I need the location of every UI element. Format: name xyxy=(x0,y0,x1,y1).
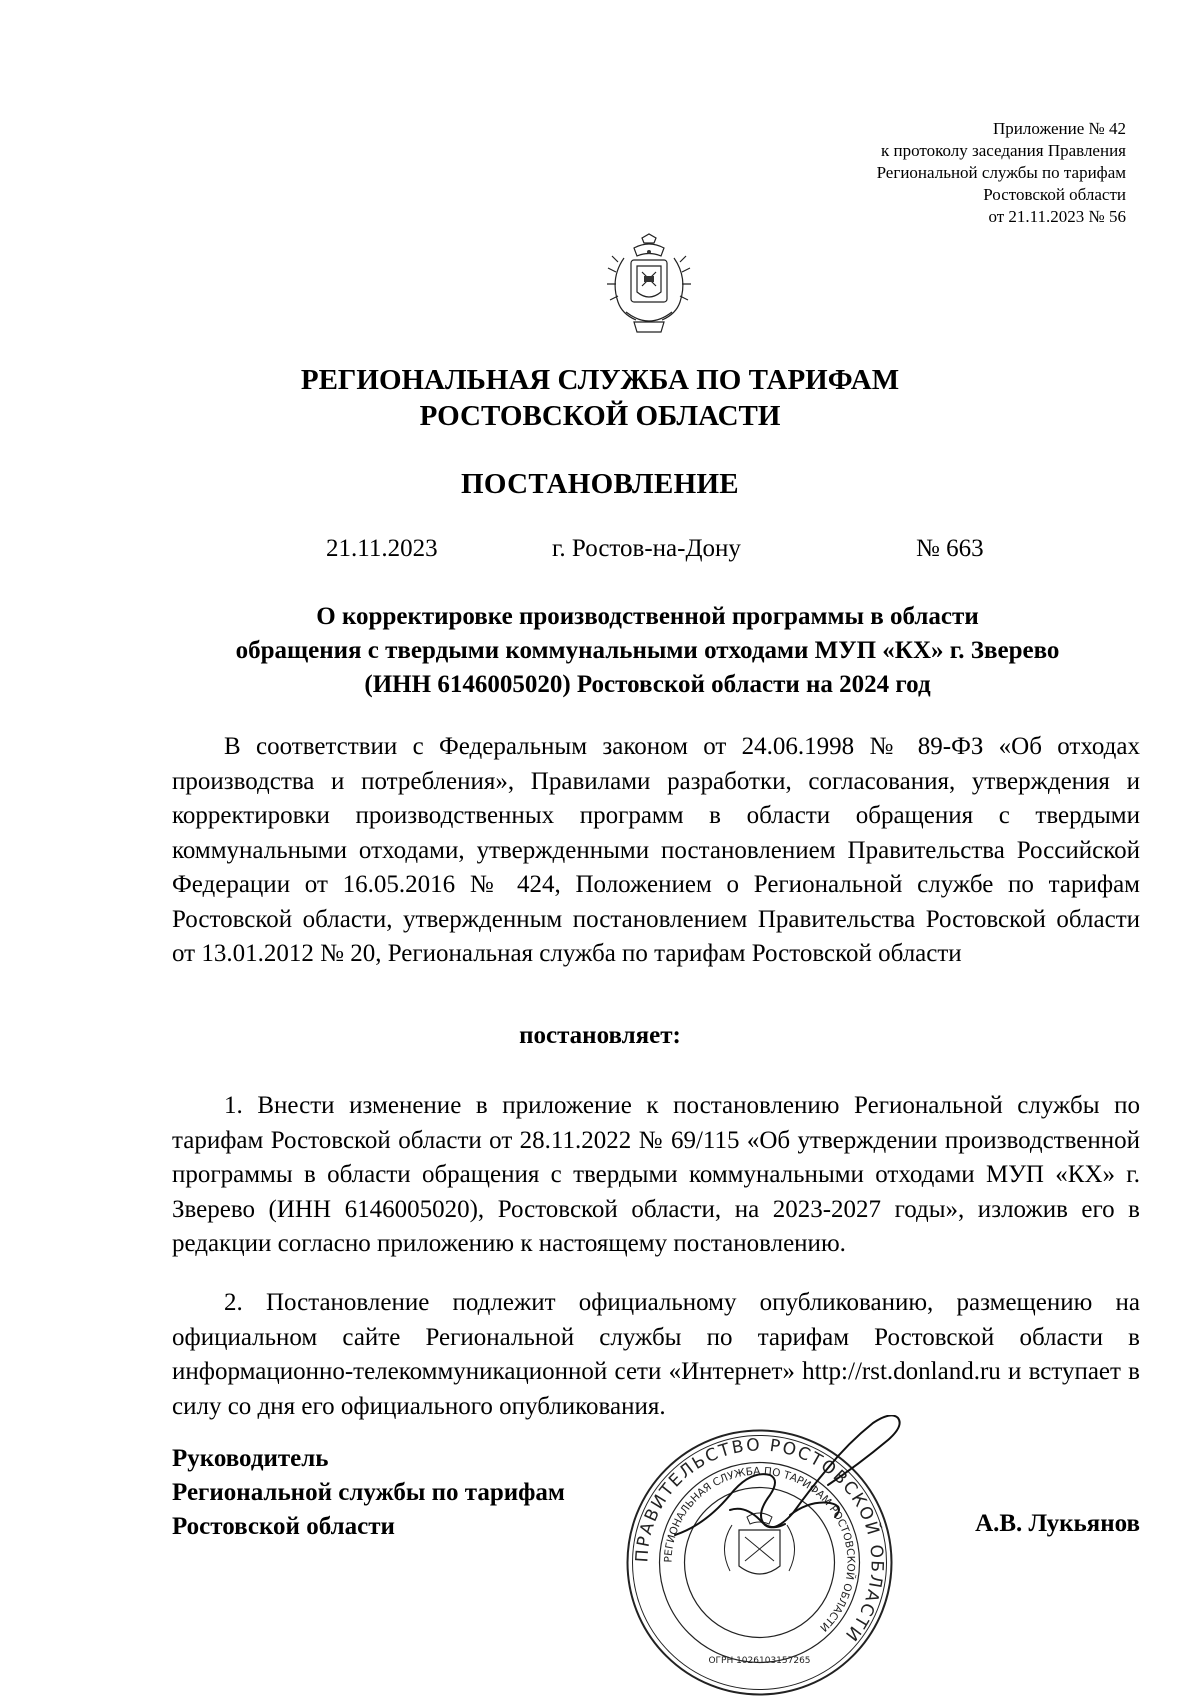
signature-title xyxy=(172,1442,565,1544)
document-subject xyxy=(160,600,1135,702)
handwritten-signature-icon xyxy=(640,1415,940,1565)
annex-region: Ростовской области xyxy=(983,185,1126,204)
document-city: г. Ростов-на-Дону xyxy=(552,535,741,562)
subject-line2: обращения с твердыми коммунальными отходами МУП «КХ» г. Зверево xyxy=(235,637,1060,664)
stamp-outer-text: ПРАВИТЕЛЬСТВО РОСТОВСКОЙ ОБЛАСТИ xyxy=(632,1435,887,1646)
decree-item-2: 2. Постановление подлежит официальному опубликованию, размещению на официальном сайте Региональной службы по тарифам Ростовской области в информационно-телекоммуникационной сети «Интернет» http://rst.donland.ru и вступает в силу со дня его официального опубликования. xyxy=(172,1289,1140,1420)
decree-item-1: 1. Внести изменение в приложение к постановлению Региональной службы по тарифам Ростовской области от 28.11.2022 № 69/115 «Об утверждении производственной программы в области обращения с твердыми коммунальными отходами МУП «КХ» г. Зверево (ИНН 6146005020), Ростовской области, на 2023-2027 годы», изложив его в редакции согласно приложению к настоящему постановлению. xyxy=(172,1092,1140,1257)
subject-line3: (ИНН 6146005020) Ростовской области на 2024 год xyxy=(364,671,931,698)
preamble-paragraph: В соответствии с Федеральным законом от 24.06.1998 № 89-ФЗ «Об отходах производства и потребления», Правилами разработки, согласования, утверждения и корректировки производственных программ в области обращения с твердыми коммунальными отходами, утвержденными постановлением Правительства Российской Федерации от 16.05.2016 № 424, Положением о Региональной службе по тарифам Ростовской области, утвержденным постановлением Правительства Ростовской области от 13.01.2012 № 20, Региональная служба по тарифам Ростовской области xyxy=(172,733,1140,967)
signature-position: Руководитель xyxy=(172,1445,329,1472)
stamp-ogrn: ОГРН 1026103157265 xyxy=(708,1656,811,1666)
subject-line1: О корректировке производственной программы в области xyxy=(316,603,979,630)
annex-number: Приложение № 42 xyxy=(993,119,1126,138)
stamp-inner-text: РЕГИОНАЛЬНАЯ СЛУЖБА ПО ТАРИФАМ РОСТОВСКОЙ ОБЛАСТИ xyxy=(662,1465,857,1634)
signature-region: Ростовской области xyxy=(172,1513,395,1540)
agency-title xyxy=(0,362,1200,434)
annex-date: от 21.11.2023 № 56 xyxy=(988,207,1126,226)
decree-heading: постановляет: xyxy=(519,1022,681,1049)
annex-block xyxy=(706,118,1126,228)
annex-protocol: к протоколу заседания Правления xyxy=(881,141,1126,160)
document-number: № 663 xyxy=(916,535,984,562)
signature-agency: Региональной службы по тарифам xyxy=(172,1479,565,1506)
signer-name: А.В. Лукьянов xyxy=(975,1510,1140,1537)
annex-agency: Региональной службы по тарифам xyxy=(876,163,1126,182)
document-type: ПОСТАНОВЛЕНИЕ xyxy=(461,468,739,500)
agency-title-line2: РОСТОВСКОЙ ОБЛАСТИ xyxy=(419,400,781,432)
agency-title-line1: РЕГИОНАЛЬНАЯ СЛУЖБА ПО ТАРИФАМ xyxy=(300,364,900,396)
document-date: 21.11.2023 xyxy=(326,535,438,562)
coat-of-arms-icon xyxy=(604,232,694,340)
